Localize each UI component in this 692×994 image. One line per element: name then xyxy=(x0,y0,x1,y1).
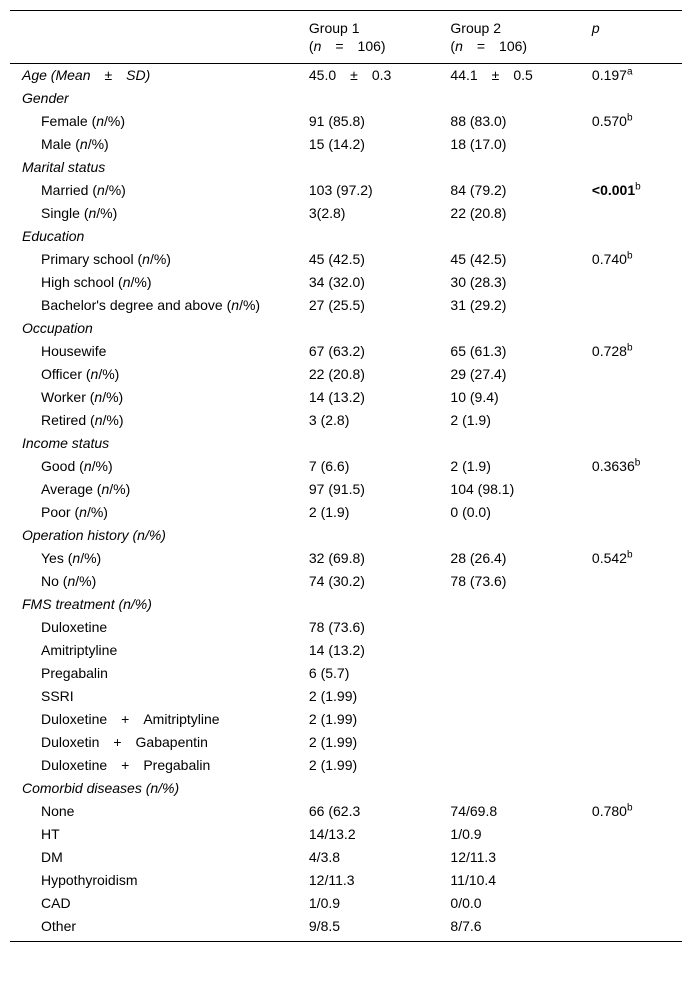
footnote-marker: b xyxy=(626,549,633,561)
group2-value: 22 (20.8) xyxy=(450,205,507,221)
p-value-cell xyxy=(592,87,682,110)
group1-value: 3 (2.8) xyxy=(308,412,350,428)
group1-value: 14 (13.2) xyxy=(308,642,365,658)
footnote-marker: b xyxy=(626,112,633,124)
group2-value xyxy=(450,685,592,708)
p-value-cell xyxy=(592,110,682,133)
group2-value: 2 (1.9) xyxy=(450,412,491,428)
p-value-cell xyxy=(592,639,682,662)
table-row xyxy=(10,892,682,915)
table-row xyxy=(10,478,682,501)
group1-value: 15 (14.2) xyxy=(308,136,365,152)
p-value-cell xyxy=(592,616,682,639)
table-row xyxy=(10,570,682,593)
table-row xyxy=(10,455,682,478)
p-value-cell xyxy=(592,432,682,455)
category-label: FMS treatment (n/%) xyxy=(22,596,152,612)
table-row xyxy=(10,846,682,869)
row-label: Average (n/%) xyxy=(41,481,131,497)
row-label: None xyxy=(41,803,75,819)
p-value-cell xyxy=(592,869,682,892)
p-value-cell xyxy=(592,340,682,363)
group1-value: 74 (30.2) xyxy=(308,573,365,589)
table-row xyxy=(10,340,682,363)
table-container xyxy=(10,10,682,942)
row-label: Good (n/%) xyxy=(41,458,113,474)
row-label: Amitriptyline xyxy=(41,642,118,658)
group1-value: 2 (1.99) xyxy=(308,734,358,750)
group1-value: 67 (63.2) xyxy=(308,343,365,359)
p-value-cell xyxy=(592,271,682,294)
p-value-cell xyxy=(592,593,682,616)
header-group1 xyxy=(309,11,451,64)
group1-value xyxy=(309,317,451,340)
group1-value: 34 (32.0) xyxy=(308,274,365,290)
group1-value: 45 (42.5) xyxy=(308,251,365,267)
row-label: Retired (n/%) xyxy=(41,412,124,428)
row-label: Poor (n/%) xyxy=(41,504,108,520)
p-value-cell xyxy=(592,547,682,570)
row-label: CAD xyxy=(41,895,71,911)
p-value: 0.570 xyxy=(591,113,627,129)
table-row xyxy=(10,202,682,225)
header-p-value: p xyxy=(591,20,600,36)
p-value: 0.780 xyxy=(591,803,627,819)
row-label: Married (n/%) xyxy=(41,182,126,198)
table-row xyxy=(10,685,682,708)
group1-value xyxy=(309,156,451,179)
footnote-marker: b xyxy=(626,802,633,814)
p-value-cell xyxy=(592,777,682,800)
p-value-cell xyxy=(592,662,682,685)
group1-value: 66 (62.3 xyxy=(308,803,361,819)
p-value-cell xyxy=(592,64,682,88)
group1-value: 2 (1.99) xyxy=(308,711,358,727)
row-label: No (n/%) xyxy=(41,573,97,589)
row-label: Bachelor's degree and above (n/%) xyxy=(41,297,261,313)
category-row xyxy=(10,777,682,800)
group1-value: 2 (1.99) xyxy=(308,757,358,773)
category-row xyxy=(10,432,682,455)
group1-value: 4/3.8 xyxy=(308,849,341,865)
table-row xyxy=(10,616,682,639)
group2-value: 12/11.3 xyxy=(450,849,497,865)
group2-value xyxy=(450,156,592,179)
group2-value: 45 (42.5) xyxy=(450,251,507,267)
group2-value xyxy=(450,317,592,340)
table-row xyxy=(10,133,682,156)
group2-value xyxy=(450,708,592,731)
category-label: Comorbid diseases (n/%) xyxy=(22,780,180,796)
p-value-cell xyxy=(592,386,682,409)
group1-value xyxy=(309,225,451,248)
group2-n: (n = 106) xyxy=(450,38,528,54)
p-value: <0.001 xyxy=(591,182,636,198)
table-row xyxy=(10,731,682,754)
table-row xyxy=(10,110,682,133)
p-value-cell xyxy=(592,892,682,915)
group1-value: 14/13.2 xyxy=(308,826,356,842)
group1-value: 97 (91.5) xyxy=(308,481,365,497)
row-label: Duloxetine xyxy=(41,619,108,635)
group1-value: 78 (73.6) xyxy=(308,619,365,635)
category-label: Gender xyxy=(22,90,69,106)
group1-value xyxy=(309,432,451,455)
group1-value xyxy=(309,593,451,616)
group2-value xyxy=(450,87,592,110)
group2-value: 31 (29.2) xyxy=(450,297,507,313)
p-value-cell xyxy=(592,800,682,823)
group2-value xyxy=(450,593,592,616)
p-value-cell xyxy=(592,731,682,754)
row-label: Pregabalin xyxy=(41,665,108,681)
table-row xyxy=(10,248,682,271)
table-body xyxy=(10,64,682,942)
group1-value: 2 (1.9) xyxy=(308,504,350,520)
header-row xyxy=(10,11,682,64)
p-value-cell xyxy=(592,524,682,547)
row-label: Primary school (n/%) xyxy=(41,251,171,267)
category-label: Occupation xyxy=(22,320,93,336)
p-value-cell xyxy=(592,133,682,156)
table-row xyxy=(10,179,682,202)
group2-value xyxy=(450,616,592,639)
p-value-cell xyxy=(592,846,682,869)
row-label: High school (n/%) xyxy=(41,274,152,290)
p-value-cell xyxy=(592,317,682,340)
table-row xyxy=(10,915,682,942)
group2-value: 78 (73.6) xyxy=(450,573,507,589)
group2-value: 88 (83.0) xyxy=(450,113,507,129)
group2-value: 1/0.9 xyxy=(450,826,482,842)
footnote-marker: b xyxy=(626,342,633,354)
group1-title: Group 1 xyxy=(308,20,360,36)
table-row xyxy=(10,800,682,823)
group2-value: 74/69.8 xyxy=(450,803,498,819)
row-label: Male (n/%) xyxy=(41,136,109,152)
group2-value: 104 (98.1) xyxy=(450,481,515,497)
category-label: Operation history (n/%) xyxy=(22,527,166,543)
p-value-cell xyxy=(592,225,682,248)
p-value-cell xyxy=(592,156,682,179)
table-row xyxy=(10,639,682,662)
group1-value: 6 (5.7) xyxy=(308,665,350,681)
footnote-marker: a xyxy=(626,66,633,78)
p-value-cell xyxy=(592,754,682,777)
group2-value xyxy=(450,432,592,455)
p-value-cell xyxy=(592,294,682,317)
group1-value: 3(2.8) xyxy=(308,205,346,221)
category-row xyxy=(10,225,682,248)
p-value-cell xyxy=(592,915,682,942)
p-value: 0.3636 xyxy=(591,458,635,474)
row-label: HT xyxy=(41,826,60,842)
group2-value xyxy=(450,225,592,248)
table-row xyxy=(10,409,682,432)
footnote-marker: b xyxy=(626,250,633,262)
group2-value: 8/7.6 xyxy=(450,918,482,934)
group2-value: 65 (61.3) xyxy=(450,343,507,359)
row-label: SSRI xyxy=(41,688,74,704)
group2-value: 28 (26.4) xyxy=(450,550,507,566)
table-row xyxy=(10,754,682,777)
row-label: Single (n/%) xyxy=(41,205,118,221)
category-row xyxy=(10,156,682,179)
category-label: Education xyxy=(22,228,85,244)
group1-value: 27 (25.5) xyxy=(308,297,365,313)
group1-value: 1/0.9 xyxy=(308,895,341,911)
category-row xyxy=(10,87,682,110)
table-row xyxy=(10,823,682,846)
group2-value xyxy=(450,754,592,777)
p-value-cell xyxy=(592,478,682,501)
table-header xyxy=(10,11,682,64)
group1-value: 103 (97.2) xyxy=(308,182,373,198)
group2-value: 11/10.4 xyxy=(450,872,497,888)
group2-value: 30 (28.3) xyxy=(450,274,507,290)
group2-value: 0/0.0 xyxy=(450,895,482,911)
group2-value: 18 (17.0) xyxy=(450,136,507,152)
p-value-cell xyxy=(592,570,682,593)
group1-value: 12/11.3 xyxy=(308,872,355,888)
group1-value: 9/8.5 xyxy=(308,918,341,934)
row-label: Other xyxy=(41,918,77,934)
row-label: Worker (n/%) xyxy=(41,389,124,405)
group1-value: 7 (6.6) xyxy=(308,458,350,474)
group1-value: 32 (69.8) xyxy=(308,550,365,566)
p-value-cell xyxy=(592,202,682,225)
p-value-cell xyxy=(592,501,682,524)
group1-value: 14 (13.2) xyxy=(308,389,365,405)
p-value-cell xyxy=(592,685,682,708)
footnote-marker: b xyxy=(635,181,641,193)
category-label: Age (Mean ± SD) xyxy=(22,67,151,83)
group2-value xyxy=(450,731,592,754)
p-value: 0.728 xyxy=(591,343,627,359)
table-row xyxy=(10,869,682,892)
demographics-table xyxy=(10,10,682,942)
table-row xyxy=(10,271,682,294)
table-row xyxy=(10,662,682,685)
group1-value: 22 (20.8) xyxy=(308,366,365,382)
row-label: Duloxetin + Gabapentin xyxy=(41,734,208,750)
p-value-cell xyxy=(592,363,682,386)
p-value-cell xyxy=(592,409,682,432)
category-row xyxy=(10,593,682,616)
category-label: Marital status xyxy=(22,159,106,175)
header-group2 xyxy=(450,11,592,64)
p-value: 0.197 xyxy=(591,67,627,83)
group2-value: 44.1 ± 0.5 xyxy=(450,67,533,83)
group2-value xyxy=(450,777,592,800)
category-label: Income status xyxy=(22,435,110,451)
table-row xyxy=(10,708,682,731)
category-row xyxy=(10,64,682,88)
p-value-cell xyxy=(592,708,682,731)
table-row xyxy=(10,547,682,570)
group2-title: Group 2 xyxy=(450,20,501,36)
group1-n: (n = 106) xyxy=(308,38,386,54)
row-label: Female (n/%) xyxy=(41,113,126,129)
table-row xyxy=(10,501,682,524)
row-label: Duloxetine + Amitriptyline xyxy=(41,711,220,727)
category-row xyxy=(10,524,682,547)
group2-value: 0 (0.0) xyxy=(450,504,491,520)
row-label: DM xyxy=(41,849,63,865)
group1-value xyxy=(309,524,451,547)
header-blank-cell xyxy=(10,11,309,64)
group1-value xyxy=(309,87,451,110)
p-value-cell xyxy=(592,248,682,271)
group2-value: 29 (27.4) xyxy=(450,366,507,382)
p-value: 0.740 xyxy=(591,251,627,267)
row-label: Housewife xyxy=(41,343,107,359)
footnote-marker: b xyxy=(634,457,641,469)
p-value-cell xyxy=(592,823,682,846)
group2-value xyxy=(450,639,592,662)
table-row xyxy=(10,386,682,409)
row-label: Officer (n/%) xyxy=(41,366,120,382)
group2-value xyxy=(450,524,592,547)
p-value-cell xyxy=(592,179,682,202)
group1-value: 2 (1.99) xyxy=(308,688,358,704)
group2-value: 2 (1.9) xyxy=(450,458,491,474)
table-row xyxy=(10,363,682,386)
group2-value xyxy=(450,662,592,685)
row-label: Yes (n/%) xyxy=(41,550,102,566)
category-row xyxy=(10,317,682,340)
row-label: Hypothyroidism xyxy=(41,872,138,888)
group2-value: 10 (9.4) xyxy=(450,389,499,405)
group1-value: 45.0 ± 0.3 xyxy=(308,67,392,83)
table-row xyxy=(10,294,682,317)
p-value: 0.542 xyxy=(591,550,627,566)
group1-value: 91 (85.8) xyxy=(308,113,365,129)
row-label: Duloxetine + Pregabalin xyxy=(41,757,211,773)
group2-value: 84 (79.2) xyxy=(450,182,507,198)
group1-value xyxy=(309,777,451,800)
p-value-cell xyxy=(592,455,682,478)
